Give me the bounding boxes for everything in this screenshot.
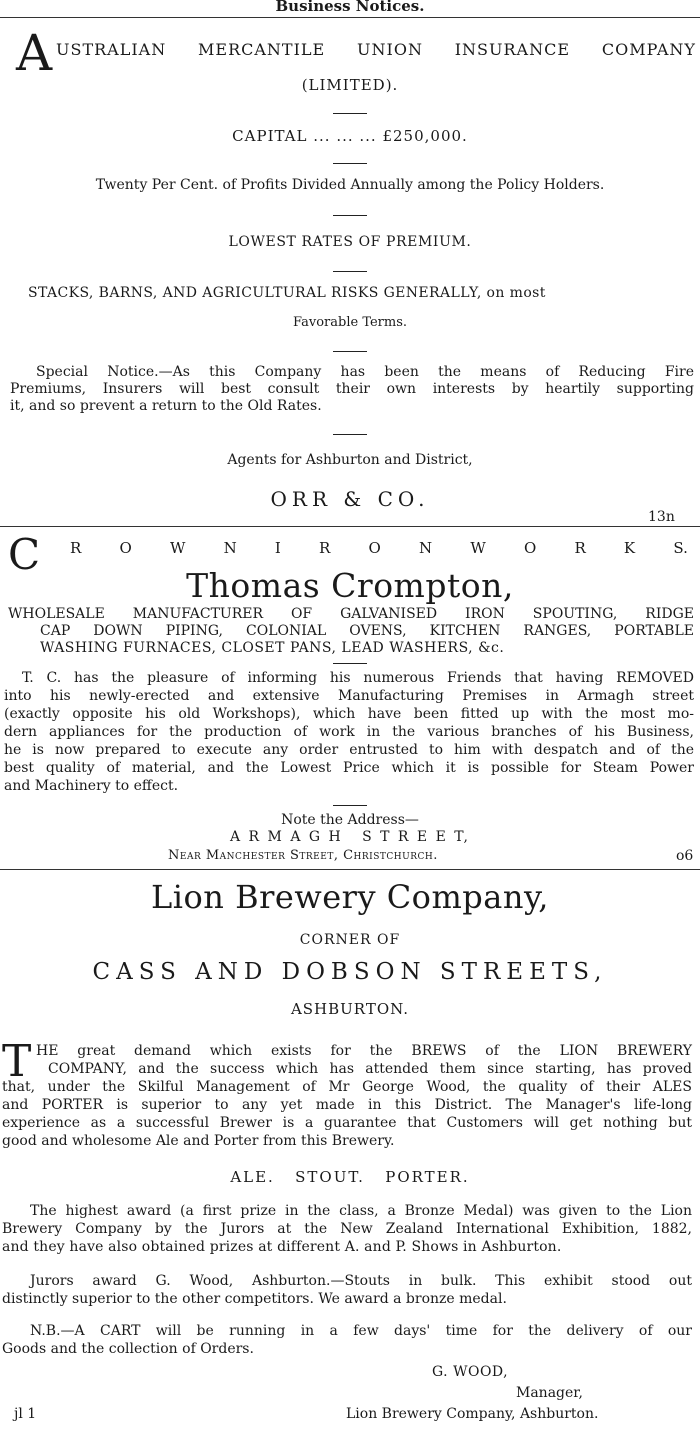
body-line: that, under the Skilful Management of Mr George Wood, the quality of their ALES bbox=[2, 1079, 692, 1095]
title-letter: N bbox=[419, 539, 433, 557]
title-word: INSURANCE bbox=[454, 40, 571, 59]
divider bbox=[333, 271, 367, 272]
insurance-profits: Twenty Per Cent. of Profits Divided Annually among the Policy Holders. bbox=[95, 177, 605, 193]
agent-name: ORR & CO. bbox=[270, 487, 430, 511]
divider bbox=[333, 351, 367, 352]
brewery-name: Lion Brewery Company, bbox=[151, 878, 549, 916]
title-letter: W bbox=[169, 539, 186, 557]
special-notice-line: it, and so prevent a return to the Old Rates. bbox=[10, 398, 322, 414]
note-address: Note the Address— bbox=[281, 812, 419, 828]
insurance-title-line1 bbox=[56, 40, 696, 59]
ad-rule bbox=[0, 526, 700, 527]
title-letter: K bbox=[623, 539, 636, 557]
body-line: COMPANY, and the success which has attended them since starting, has proved bbox=[48, 1061, 692, 1077]
drop-cap-c: C bbox=[8, 530, 41, 579]
brewery-town: ASHBURTON. bbox=[290, 1000, 410, 1018]
award-line: Brewery Company by the Jurors at the New Zealand International Exhibition, 1882, bbox=[2, 1221, 692, 1237]
trade-line: WHOLESALE MANUFACTURER OF GALVANISED IRON SPOUTING, RIDGE bbox=[8, 606, 694, 622]
divider bbox=[333, 215, 367, 216]
nb-line: N.B.—A CART will be running in a few days' time for the delivery of our bbox=[30, 1323, 692, 1339]
title-word: COMPANY bbox=[601, 40, 696, 59]
trade-line: WASHING FURNACES, CLOSET PANS, LEAD WASHERS, &c. bbox=[40, 640, 505, 656]
insurance-capital: CAPITAL ... ... ... £250,000. bbox=[232, 127, 468, 145]
title-letter: O bbox=[119, 539, 132, 557]
title-letter: W bbox=[470, 539, 486, 557]
ad-reference: 13n bbox=[648, 509, 675, 525]
title-letter: O bbox=[523, 539, 537, 557]
brewery-products: ALE. STOUT. PORTER. bbox=[230, 1168, 470, 1186]
ad-reference: jl 1 bbox=[14, 1406, 37, 1422]
address-near: Near Manchester Street, Christchurch. bbox=[168, 848, 438, 863]
signature-title: Manager, bbox=[516, 1385, 583, 1401]
ad-rule bbox=[0, 869, 700, 870]
brewery-streets: CASS AND DOBSON STREETS, bbox=[92, 959, 608, 985]
address-street: A R M A G H S T R E E T, bbox=[230, 829, 470, 845]
ad-reference: o6 bbox=[676, 848, 694, 864]
signature-company: Lion Brewery Company, Ashburton. bbox=[346, 1406, 599, 1422]
body-line: (exactly opposite his old Workshops), which have been fitted up with the most mo- bbox=[4, 706, 694, 722]
jurors-line: Jurors award G. Wood, Ashburton.—Stouts in bulk. This exhibit stood out bbox=[30, 1273, 692, 1289]
trade-line: CAP DOWN PIPING, COLONIAL OVENS, KITCHEN RANGES, PORTABLE bbox=[40, 623, 694, 639]
title-letter: R bbox=[319, 539, 331, 557]
insurance-stacks: STACKS, BARNS, AND AGRICULTURAL RISKS GENERALLY, on most bbox=[28, 285, 546, 301]
signature-name: G. WOOD, bbox=[432, 1364, 509, 1380]
insurance-agents: Agents for Ashburton and District, bbox=[227, 452, 473, 468]
title-letter: R bbox=[70, 539, 82, 557]
body-line: HE great demand which exists for the BREWS of the LION BREWERY bbox=[36, 1043, 692, 1059]
award-line: and they have also obtained prizes at different A. and P. Shows in Ashburton. bbox=[2, 1239, 562, 1255]
nb-line: Goods and the collection of Orders. bbox=[2, 1341, 254, 1357]
jurors-line: distinctly superior to the other competitors. We award a bronze medal. bbox=[2, 1291, 507, 1307]
section-header: Business Notices. bbox=[275, 0, 425, 15]
brewery-corner: CORNER OF bbox=[299, 932, 401, 948]
divider bbox=[333, 434, 367, 435]
title-letter: S. bbox=[673, 539, 688, 557]
body-line: good and wholesome Ale and Porter from this Brewery. bbox=[2, 1133, 395, 1149]
header-rule bbox=[0, 17, 700, 18]
divider bbox=[333, 663, 367, 664]
divider bbox=[333, 113, 367, 114]
title-word: USTRALIAN bbox=[56, 40, 167, 59]
insurance-limited: (LIMITED). bbox=[301, 76, 399, 94]
body-line: best quality of material, and the Lowest Price which it is possible for Steam Power bbox=[4, 760, 694, 776]
title-letter: I bbox=[274, 539, 281, 557]
title-letter: O bbox=[368, 539, 381, 557]
title-word: UNION bbox=[357, 40, 423, 59]
insurance-rates: LOWEST RATES OF PREMIUM. bbox=[228, 234, 472, 250]
title-word: MERCANTILE bbox=[198, 40, 326, 59]
special-notice-line: Special Notice.—As this Company has been the means of Reducing Fire bbox=[36, 364, 694, 380]
insurance-favorable: Favorable Terms. bbox=[292, 315, 408, 330]
body-line: experience as a successful Brewer is a guarantee that Customers will get nothing but bbox=[2, 1115, 692, 1131]
award-line: The highest award (a first prize in the class, a Bronze Medal) was given to the Lion bbox=[30, 1203, 692, 1219]
divider bbox=[333, 163, 367, 164]
drop-cap-a: A bbox=[16, 24, 53, 82]
body-line: dern appliances for the production of work in the various branches of his Business, bbox=[4, 724, 694, 740]
crown-iron-works-title bbox=[70, 539, 688, 557]
divider bbox=[333, 805, 367, 806]
special-notice-line: Premiums, Insurers will best consult their own interests by heartily supporting bbox=[10, 381, 694, 397]
body-line: he is now prepared to execute any order entrusted to him with despatch and of the bbox=[4, 742, 694, 758]
body-line: and Machinery to effect. bbox=[4, 778, 179, 794]
body-line: T. C. has the pleasure of informing his numerous Friends that having REMOVED bbox=[22, 670, 694, 686]
body-line: into his newly-erected and extensive Manufacturing Premises in Armagh street bbox=[4, 688, 694, 704]
title-letter: N bbox=[223, 539, 237, 557]
title-letter: R bbox=[574, 539, 586, 557]
proprietor-name: Thomas Crompton, bbox=[186, 566, 514, 605]
drop-cap-t: T bbox=[2, 1036, 32, 1087]
body-line: and PORTER is superior to any yet made in this District. The Manager's life-long bbox=[2, 1097, 692, 1113]
